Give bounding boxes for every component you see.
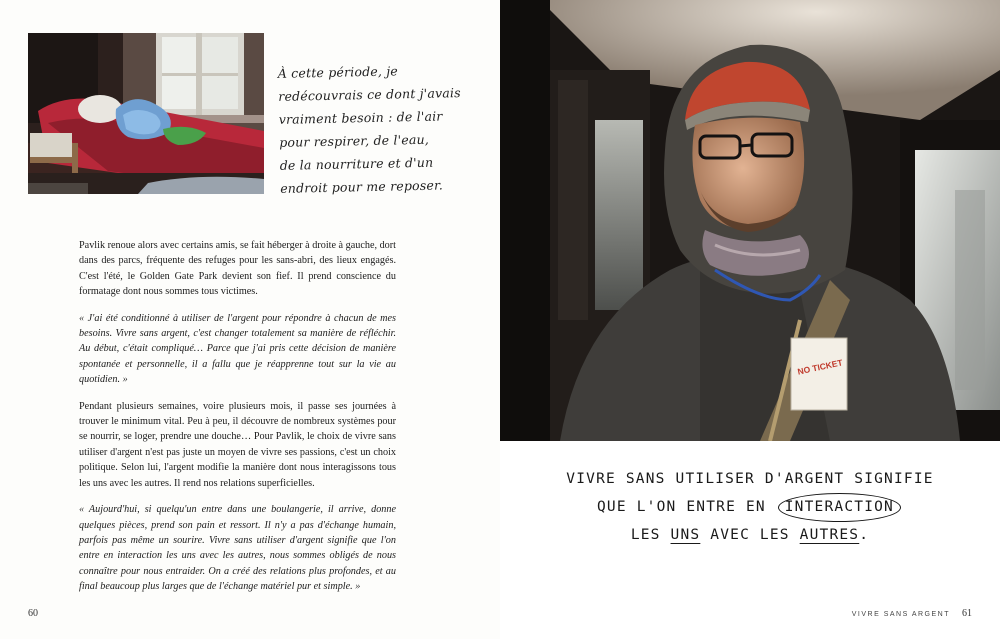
caption-text: AVEC LES: [700, 527, 800, 543]
page-number-right: 61: [962, 608, 972, 619]
caption-text: QUE L'ON ENTRE EN: [597, 499, 776, 515]
handnote-line: endroit pour me reposer.: [280, 177, 444, 196]
paragraph: Pendant plusieurs semaines, voire plusieurs mois, il passe ses journées à trouver le minimum vital. Peu à peu, il découvre de nombreux systèmes pour se nourrir, se loger, prendre une douche… Pour Pavlik, le choix de vivre sans utiliser d'argent n'est pas juste un moyen de vivre ses passions, c'est un choix politique. Selon lui, l'argent modifie la manière dont nous interagissons tous les uns avec les autres. Il rend nos relations superficielles.: [79, 400, 396, 489]
handwritten-caption: [500, 466, 1000, 549]
body-text: [79, 238, 396, 606]
handnote-line: À cette période, je: [277, 63, 399, 81]
page-footer-right: [852, 608, 972, 619]
caption-text: LES: [630, 527, 671, 543]
handnote-line: vraiment besoin : de l'air: [278, 108, 443, 127]
circled-word: INTERACTION: [778, 493, 901, 522]
running-head: VIVRE SANS ARGENT: [851, 611, 950, 618]
handnote-line: redécouvrais ce dont j'avais: [278, 85, 461, 104]
caption-line-3: [500, 522, 1000, 549]
bedroom-illustration: [28, 33, 264, 194]
quote-paragraph: « Aujourd'hui, si quelqu'un entre dans une boulangerie, il arrive, donne quelques pièces, prend son pain et ressort. Il n'y a pas d'échange humain, parfois pas même un sourire. Vivre sans utiliser d'argent signifie que l'on entre en interaction les uns avec les autres, nous sommes obligés de nous connaître pour nous entraider. On a créé des relations plus profondes, et au final beaucoup plus larges que de l'échange matériel pur et simple. »: [79, 504, 396, 593]
underlined-word: AUTRES: [799, 527, 860, 543]
portrait-illustration: [500, 0, 1000, 441]
page-number-left: 60: [28, 608, 38, 619]
handnote-line: pour respirer, de l'eau,: [279, 131, 430, 150]
no-ticket-badge: NO TICKET: [796, 357, 844, 377]
caption-text: .: [859, 527, 870, 543]
bedroom-photo: [28, 33, 264, 194]
right-page: [500, 0, 1000, 639]
caption-line-1: VIVRE SANS UTILISER D'ARGENT SIGNIFIE: [566, 471, 934, 487]
underlined-word: UNS: [670, 527, 701, 543]
handnote-line: de la nourriture et d'un: [279, 154, 434, 173]
paragraph: Pavlik renoue alors avec certains amis, se fait héberger à droite à gauche, dort dans des parcs, fréquente des refuges pour les sans-abri, des lieux engagés. C'est l'été, le Golden Gate Park devient son fief. Il prend conscience du formatage dont nous sommes tous victimes.: [79, 240, 396, 298]
handwritten-note: [278, 58, 461, 200]
caption-line-2: [500, 493, 1000, 522]
quote-paragraph: « J'ai été conditionné à utiliser de l'argent pour répondre à chacun de mes besoins. Vivre sans argent, c'est changer totalement sa manière de réfléchir. Au début, c'était compliqué… Parce que j'ai pris cette décision de manière spontanée et personnelle, il a fallu que je réapprenne tout sur la vie au quotidien. »: [79, 312, 396, 386]
portrait-photo: [500, 0, 1000, 441]
